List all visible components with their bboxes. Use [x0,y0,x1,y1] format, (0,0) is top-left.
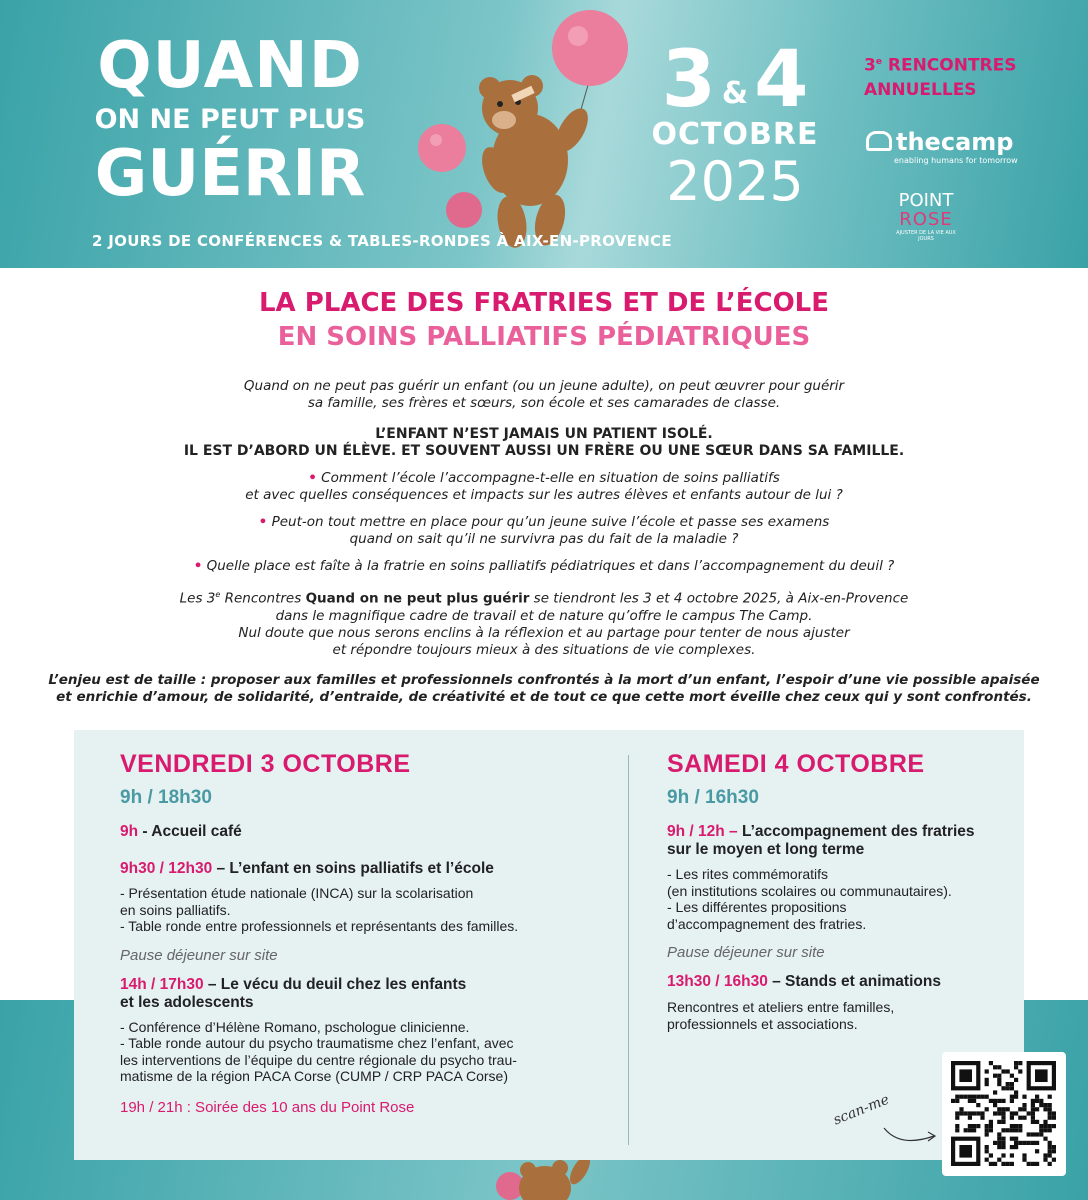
main-subtitle: EN SOINS PALLIATIFS PÉDIATRIQUES [277,322,811,352]
question-1: • Comment l’école l’accompagne-t-elle en situation de soins palliatifs et avec quelles conséquences et impacts sur les autres élèves et enfants autour de lui ? [245,470,843,503]
saturday-title: SAMEDI 4 OCTOBRE [667,750,925,778]
thecamp-icon [866,131,892,151]
main-title: LA PLACE DES FRATRIES ET DE L’ÉCOLE [258,288,830,318]
saturday-session-1: 9h / 12h – L’accompagnement des fratries sur le moyen et long terme [667,823,975,858]
subtitle: 2 JOURS DE CONFÉRENCES & TABLES-RONDES À AIX-EN-PROVENCE [92,232,672,250]
question-2: • Peut-on tout mettre en place pour qu’un jeune suive l’école et passe ses examens quand on sait qu’il ne survivra pas du fait de la maladie ? [258,514,830,547]
intro-paragraph: Quand on ne peut pas guérir un enfant (ou un jeune adulte), on peut œuvrer pour guérir sa famille, ses frères et sœurs, son école et ses camarades de classe. [243,378,845,411]
friday-pause: Pause déjeuner sur site [120,946,278,964]
date-day-2: 4 [754,35,809,125]
friday-evening: 19h / 21h : Soirée des 10 ans du Point Rose [120,1098,415,1116]
date-year: 2025 [666,150,804,213]
scan-me-label: scan-me [831,1091,892,1129]
statement: L’ENFANT N’EST JAMAIS UN PATIENT ISOLÉ. IL EST D’ABORD UN ÉLÈVE. ET SOUVENT AUSSI UN FRÈRE OU UNE SŒUR DANS SA FAMILLE. [183,426,905,459]
title-line-3: GUÉRIR [94,137,366,211]
qr-code-icon [942,1052,1066,1176]
date-day-1: 3 [661,35,716,125]
thecamp-logo: thecamp enabling humans for tomorrow [866,128,1018,165]
friday-session-3: 14h / 17h30 – Le vécu du deuil chez les enfants et les adolescents [120,975,467,1011]
friday-column [120,750,610,1117]
friday-session-2-details: - Présentation étude nationale (INCA) sur la scolarisation en soins palliatifs. - Table ronde entre professionnels et représentants des familles. [120,885,519,934]
point-rose-logo: POINT ROSE AJUSTER DE LA VIE AUX JOURS [896,190,956,242]
arrow-icon [880,1118,940,1148]
friday-title: VENDREDI 3 OCTOBRE [120,750,411,778]
rencontres-label: 3e RENCONTRES ANNUELLES [864,55,1017,100]
hero-banner [0,0,1088,268]
friday-session-1: 9h - Accueil café [120,823,242,840]
saturday-column [667,750,1017,1032]
column-divider [628,755,629,1145]
saturday-session-2-details: Rencontres et ateliers entre familles, professionnels et associations. [667,999,895,1032]
saturday-session-1-details: - Les rites commémoratifs (en institutions scolaires ou communautaires). - Les différentes propositions d’accompagnement des fratries. [667,866,952,932]
friday-hours: 9h / 18h30 [120,787,212,808]
title-line-1: QUAND [97,29,363,103]
event-dates [650,35,820,213]
teddy-bear-balloons-illustration [400,0,650,268]
question-3: • Quelle place est faîte à la fratrie en soins palliatifs pédiatriques et dans l’accompagnement du deuil ? [193,558,895,574]
date-amp: & [721,76,749,111]
saturday-pause: Pause déjeuner sur site [667,944,825,961]
title-line-2: ON NE PEUT PLUS [94,104,366,135]
friday-session-2: 9h30 / 12h30 – L’enfant en soins palliatifs et l’école [120,860,494,877]
pink-balloon-large [552,10,628,86]
qr-code[interactable] [942,1052,1066,1176]
event-paragraph: Les 3e Rencontres Quand on ne peut plus guérir se tiendront les 3 et 4 octobre 2025, à Aix-en-Provence dans le magnifique cadre de travail et de nature qu’offre le campus The Camp. Nul doute que nous serons enclins à la réflexion et au partage pour tenter de nous ajuster et répondre toujours mieux à des situations de vie complexes. [179,590,909,658]
date-month: OCTOBRE [651,117,819,152]
saturday-hours: 9h / 16h30 [667,787,759,808]
pink-balloon-small [446,192,482,228]
friday-session-3-details: - Conférence d’Hélène Romano, pschologue clinicienne. - Table ronde autour du psycho traumatisme chez l’enfant, avec les interventions de l’équipe du centre régionale du psycho trau- matisme de la région PACA Corse (CUMP / CRP PACA Corse) [120,1018,517,1084]
pink-balloon-medium [418,124,466,172]
teddy-bear [477,75,595,250]
enjeu-paragraph: L’enjeu est de taille : proposer aux familles et professionnels confrontés à la mort d’un enfant, l’espoir d’une vie possible apaisée et enrichie d’amour, de solidarité, d’entraide, de créativité et de tout ce que cette mort éveille chez ceux qui y sont confrontés. [48,672,1040,705]
saturday-session-2: 13h30 / 16h30 – Stands et animations [667,973,941,990]
